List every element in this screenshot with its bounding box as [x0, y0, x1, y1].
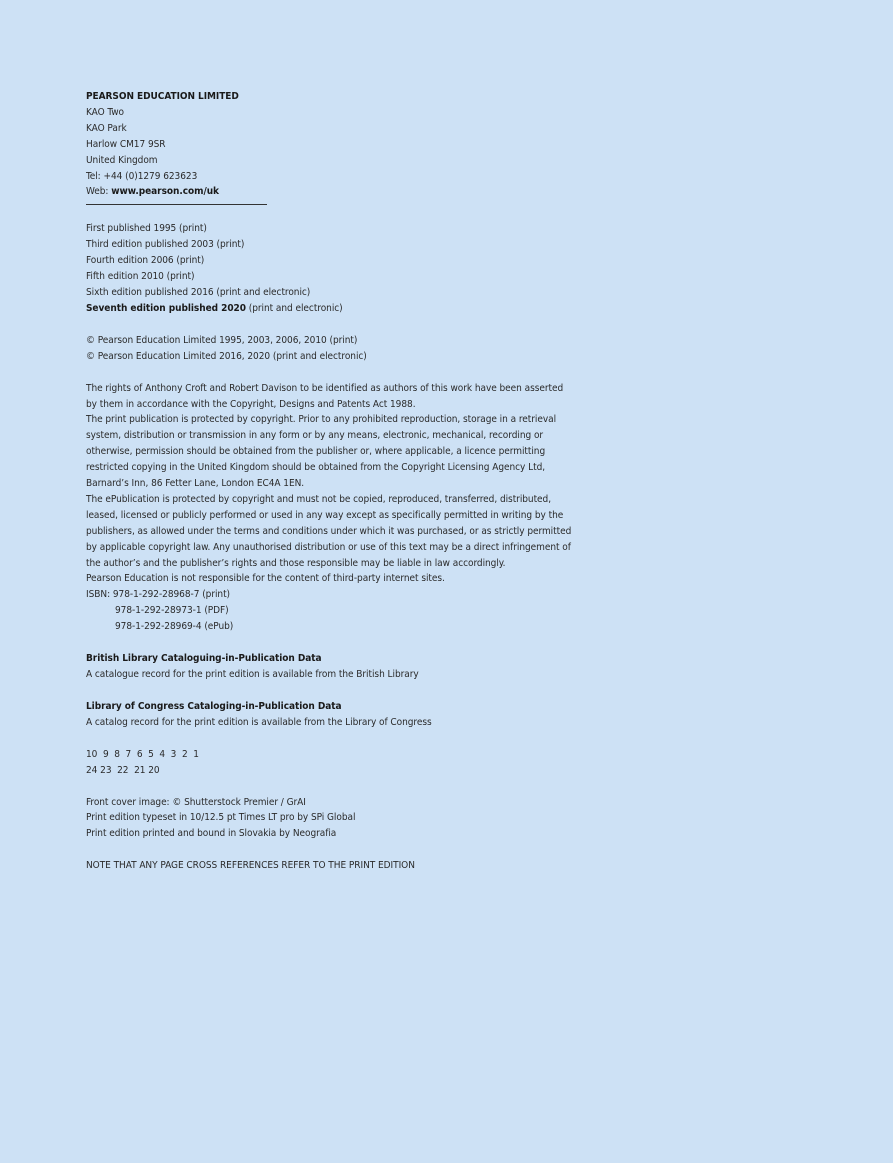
address-line: Harlow CM17 9SR	[86, 138, 166, 150]
current-edition-format: (print and electronic)	[245, 302, 343, 314]
epub-protection-paragraph: The ePublication is protected by copyright and must not be copied, reproduced, transferred, distributed, leased, licensed or publicly performed or used in any way except as specifically permitted in writing by the publishers, as allowed under the terms and conditions under which it was purchased, or as strictly permitted by applicable copyright law. Any unauthorised distribution or use of this text may be a direct infringement of the author’s and the publisher’s rights and those responsible may be liable in law accordingly.	[86, 493, 572, 569]
impression-numbers: 10 9 8 7 6 5 4 3 2 1	[86, 748, 199, 760]
print-protection-paragraph: The print publication is protected by copyright. Prior to any prohibited reproduction, storage in a retrieval system, distribution or transmission in any form or by any means, electronic, mechanical, recording or otherwise, permission should be obtained from the publisher or, where applicable, a licence permitting restricted copying in the United Kingdom should be obtained from the Copyright Licensing Agency Ltd, Barnard’s Inn, 86 Fetter Lane, London EC4A 1EN.	[86, 414, 557, 490]
publisher-block	[86, 89, 576, 200]
edition-history	[86, 221, 576, 316]
library-of-congress-block	[86, 699, 576, 731]
publisher-name: PEARSON EDUCATION LIMITED	[86, 91, 239, 102]
printer-credit: Print edition printed and bound in Slovakia by Neografia	[86, 828, 337, 840]
isbn-print: ISBN: 978-1-292-28968-7 (print)	[86, 589, 231, 601]
typeset-credit: Print edition typeset in 10/12.5 pt Times LT pro by SPi Global	[86, 812, 356, 824]
british-library-heading: British Library Cataloguing-in-Publication Data	[86, 653, 322, 665]
library-of-congress-heading: Library of Congress Cataloging-in-Publication Data	[86, 700, 342, 712]
printing-line-block	[86, 747, 576, 779]
web-line	[86, 184, 576, 200]
web-link[interactable]: www.pearson.com/uk	[111, 186, 219, 198]
author-rights-paragraph: The rights of Anthony Croft and Robert Davison to be identified as authors of this work have been asserted by them in accordance with the Copyright, Designs and Patents Act 1988.	[86, 382, 564, 410]
current-edition-line	[86, 301, 576, 317]
address-line: KAO Park	[86, 122, 127, 134]
library-of-congress-text: A catalog record for the print edition is available from the Library of Congress	[86, 716, 432, 728]
isbn-epub: 978-1-292-28969-4 (ePub)	[115, 621, 234, 633]
cross-reference-note: NOTE THAT ANY PAGE CROSS REFERENCES REFER TO THE PRINT EDITION	[86, 860, 415, 872]
imprint-content	[86, 89, 576, 874]
edition-line: First published 1995 (print)	[86, 223, 207, 235]
isbn-pdf: 978-1-292-28973-1 (PDF)	[115, 605, 229, 617]
copyright-notices	[86, 333, 576, 365]
edition-line: Fifth edition 2010 (print)	[86, 271, 195, 283]
divider-rule	[86, 204, 267, 205]
edition-line: Third edition published 2003 (print)	[86, 239, 245, 251]
british-library-block	[86, 651, 576, 683]
address-line: United Kingdom	[86, 154, 158, 166]
address-line: KAO Two	[86, 106, 124, 118]
edition-line: Sixth edition published 2016 (print and electronic)	[86, 286, 311, 298]
production-credits	[86, 795, 576, 843]
telephone: Tel: +44 (0)1279 623623	[86, 170, 198, 182]
isbn-block	[86, 587, 576, 635]
year-numbers: 24 23 22 21 20	[86, 764, 160, 776]
current-edition: Seventh edition published 2020	[86, 302, 246, 314]
third-party-disclaimer: Pearson Education is not responsible for the content of third-party internet sites.	[86, 573, 445, 585]
copyright-line: © Pearson Education Limited 2016, 2020 (print and electronic)	[86, 350, 367, 362]
cover-image-credit: Front cover image: © Shutterstock Premier / GrAI	[86, 796, 306, 808]
web-label: Web:	[86, 186, 112, 198]
edition-line: Fourth edition 2006 (print)	[86, 255, 205, 267]
british-library-text: A catalogue record for the print edition is available from the British Library	[86, 669, 419, 680]
copyright-line: © Pearson Education Limited 1995, 2003, 2006, 2010 (print)	[86, 334, 358, 346]
